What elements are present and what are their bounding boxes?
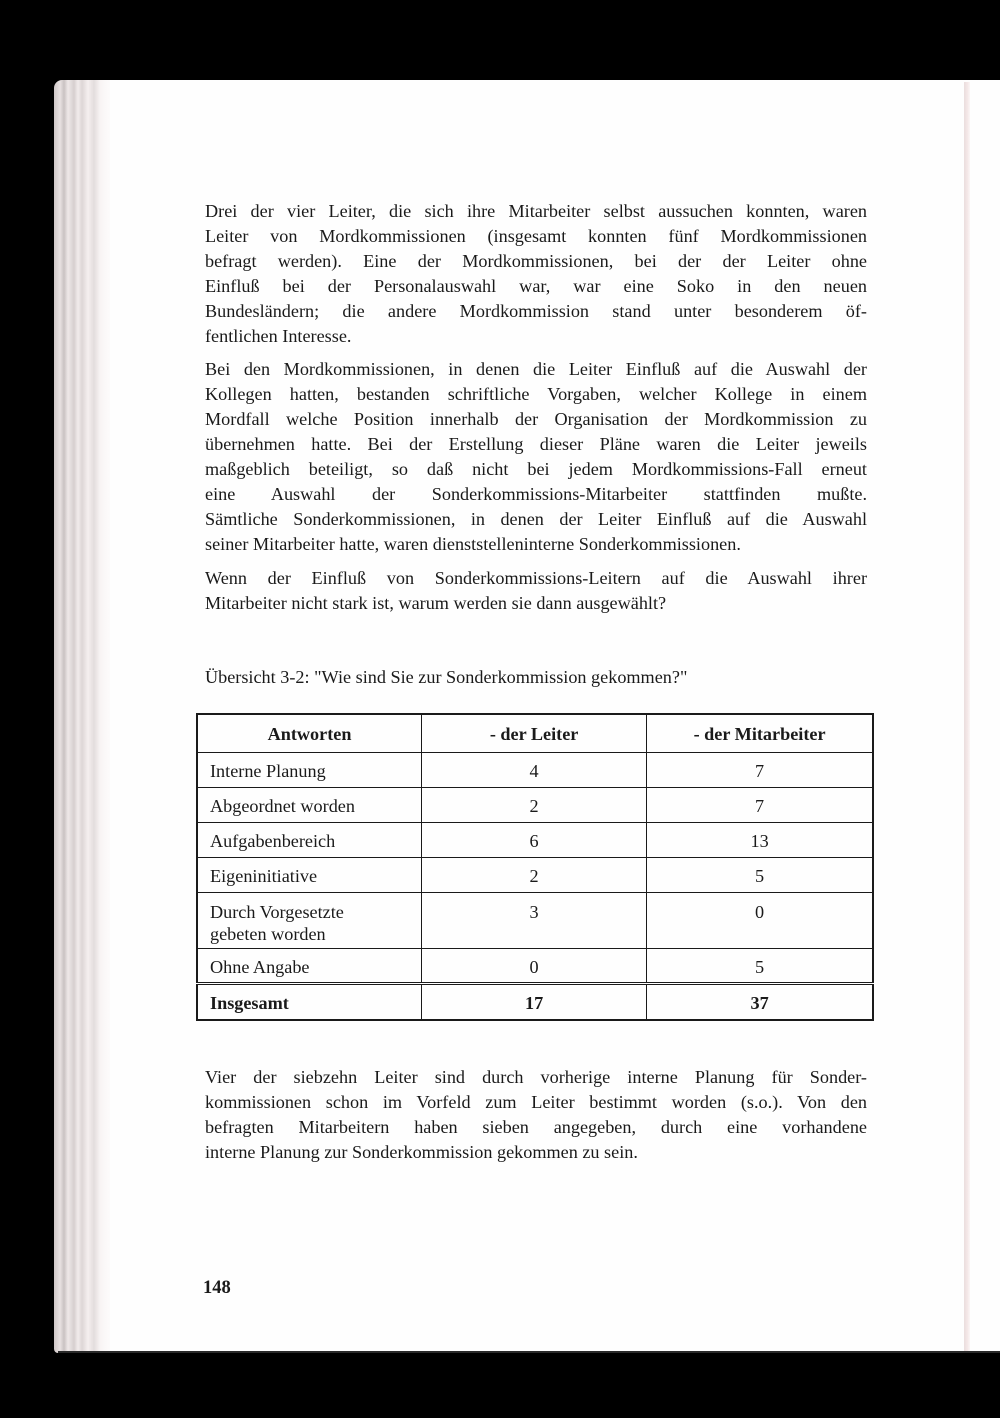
table-row: [197, 893, 873, 949]
paragraph-3: [205, 566, 867, 616]
mitarbeiter-value: 5: [647, 858, 873, 893]
leiter-value: 0: [422, 949, 647, 984]
table-row: [197, 858, 873, 893]
header-mitarbeiter: - der Mitarbeiter: [647, 714, 873, 753]
header-leiter: - der Leiter: [422, 714, 647, 753]
table-row: [197, 788, 873, 823]
total-leiter-value: 17: [422, 984, 647, 1020]
mitarbeiter-value: 5: [647, 949, 873, 984]
text-line: Einfluß bei der Personalauswahl war, war eine Soko in den neuen: [205, 276, 867, 296]
text-line: befragt werden). Eine der Mordkommissionen, bei der der Leiter ohne: [205, 251, 867, 271]
table-caption: [205, 665, 867, 690]
text-line: seiner Mitarbeiter hatte, waren dienststelleninterne Sonderkommissionen.: [205, 534, 741, 554]
table-total-row: [197, 984, 873, 1020]
text-line: Bundesländern; die andere Mordkommission stand unter besonderem öf-: [205, 301, 867, 321]
text-line: befragten Mitarbeitern haben sieben angegeben, durch eine vorhandene: [205, 1117, 867, 1137]
text-line: Vier der siebzehn Leiter sind durch vorherige interne Planung für Sonder-: [205, 1067, 867, 1087]
text-line: Mordfall welche Position innerhalb der Organisation der Mordkommission zu: [205, 409, 867, 429]
leiter-value: 6: [422, 823, 647, 858]
text-line: Wenn der Einfluß von Sonderkommissions-Leitern auf die Auswahl ihrer: [205, 568, 867, 588]
paragraph-1: [205, 199, 867, 349]
text-line: Leiter von Mordkommissionen (insgesamt konnten fünf Mordkommissionen: [205, 226, 867, 246]
text-line: Sämtliche Sonderkommissionen, in denen der Leiter Einfluß auf die Auswahl: [205, 509, 867, 529]
paragraph-2: [205, 357, 867, 557]
table-row: [197, 949, 873, 984]
table-header-row: [197, 714, 873, 753]
page-number: 148: [203, 1278, 231, 1298]
leiter-value: 3: [422, 893, 647, 949]
text-line: kommissionen schon im Vorfeld zum Leiter bestimmt worden (s.o.). Von den: [205, 1092, 867, 1112]
row-label: [197, 893, 422, 949]
table-row: [197, 753, 873, 788]
text-line: Kollegen hatten, bestanden schriftliche Vorgaben, welcher Kollege in einem: [205, 384, 867, 404]
row-label: Ohne Angabe: [197, 949, 422, 984]
text-line: eine Auswahl der Sonderkommissions-Mitarbeiter stattfinden mußte.: [205, 484, 867, 504]
facing-page-edge: [964, 82, 970, 1352]
row-label: Eigeninitiative: [197, 858, 422, 893]
row-label-line-1: Durch Vorgesetzte: [210, 902, 344, 922]
leiter-value: 2: [422, 788, 647, 823]
leiter-value: 2: [422, 858, 647, 893]
caption-text: Übersicht 3-2: "Wie sind Sie zur Sonderkommission gekommen?": [205, 667, 688, 687]
row-label: Aufgabenbereich: [197, 823, 422, 858]
paragraph-4: [205, 1065, 867, 1165]
survey-table: [196, 713, 874, 1021]
mitarbeiter-value: 13: [647, 823, 873, 858]
total-label: Insgesamt: [197, 984, 422, 1020]
mitarbeiter-value: 0: [647, 893, 873, 949]
row-label: Abgeordnet worden: [197, 788, 422, 823]
text-line: Drei der vier Leiter, die sich ihre Mitarbeiter selbst aussuchen konnten, waren: [205, 201, 867, 221]
text-line: interne Planung zur Sonderkommission gekommen zu sein.: [205, 1142, 638, 1162]
text-line: Mitarbeiter nicht stark ist, warum werden sie dann ausgewählt?: [205, 593, 667, 613]
table-row: [197, 823, 873, 858]
mitarbeiter-value: 7: [647, 753, 873, 788]
total-mitarbeiter-value: 37: [647, 984, 873, 1020]
header-antworten: Antworten: [197, 714, 422, 753]
page-bottom-edge: [58, 1351, 1000, 1353]
text-line: fentlichen Interesse.: [205, 326, 352, 346]
text-line: übernehmen hatte. Bei der Erstellung dieser Pläne waren die Leiter jeweils: [205, 434, 867, 454]
mitarbeiter-value: 7: [647, 788, 873, 823]
text-line: maßgeblich beteiligt, so daß nicht bei jedem Mordkommissions-Fall erneut: [205, 459, 867, 479]
leiter-value: 4: [422, 753, 647, 788]
text-line: Bei den Mordkommissionen, in denen die Leiter Einfluß auf die Auswahl der: [205, 359, 867, 379]
row-label-line-2: gebeten worden: [210, 924, 326, 944]
row-label: Interne Planung: [197, 753, 422, 788]
